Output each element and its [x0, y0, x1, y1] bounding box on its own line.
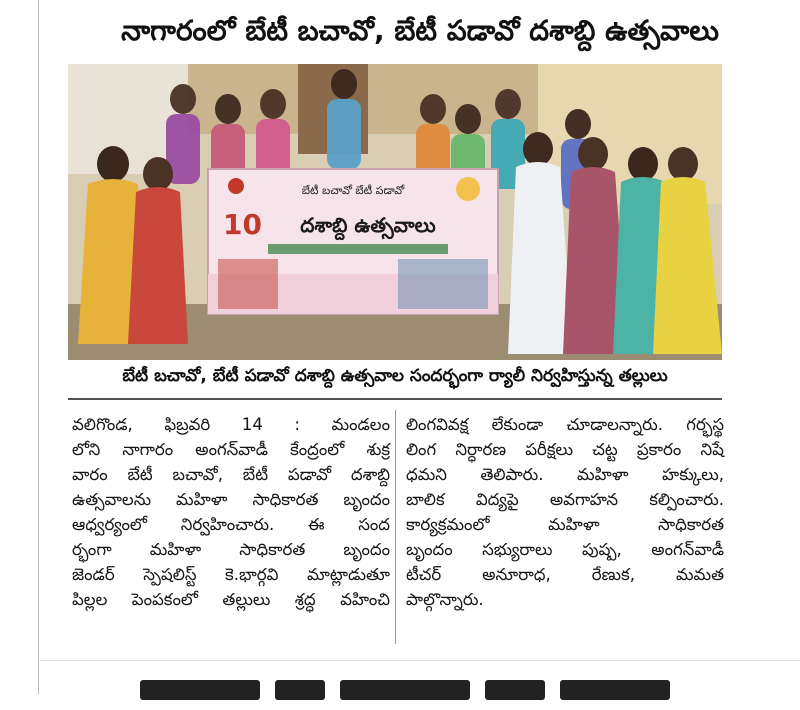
article-body-left — [72, 412, 390, 612]
banner-title: దశాబ్ది ఉత్సవాలు — [300, 213, 436, 237]
body-line: బృందం సభ్యురాలు పుష్ప, అంగన్‌వాడీ — [406, 540, 724, 559]
caption-divider — [68, 398, 722, 400]
body-line: ధమని తెలిపారు. మహిళా హక్కులు, — [406, 465, 724, 484]
body-line: టీచర్ అనూరాధ, రేణుక, మమత — [406, 565, 724, 584]
article-headline: నాగారంలో బేటీ బచావో, బేటీ పడావో దశాబ్ది ఉత్సవాలు — [121, 14, 719, 47]
column-divider — [395, 410, 396, 644]
body-line: వారం బేటీ బచావో, బేటీ పడావో దశాబ్ది — [72, 465, 390, 484]
body-line: ఆధ్వర్యంలో నిర్వహించారు. ఈ సంద — [72, 515, 390, 534]
body-line: లింగవివక్ష లేకుండా చూడాలన్నారు. గర్భస్థ — [406, 415, 724, 434]
next-article-headline-fragment — [140, 670, 700, 710]
body-line: పాల్గొన్నారు. — [406, 590, 484, 609]
body-line: కార్యక్రమంలో మహిళా సాధికారత — [406, 515, 724, 534]
article-body-right — [406, 412, 724, 612]
banner-tagline: బేటీ బచావో బేటీ పడావో — [301, 184, 405, 197]
body-line: లింగ నిర్ధారణ పరీక్షలు చట్ట ప్రకారం నిషే — [406, 440, 724, 459]
bottom-rule — [40, 660, 800, 661]
column-rule — [38, 0, 39, 694]
news-photo — [68, 64, 722, 360]
body-line: బాలిక విద్యపై అవగాహన కల్పించారు. — [406, 490, 724, 509]
banner-number: 10 — [223, 208, 262, 241]
body-line: ర్భంగా మహిళా సాధికారత బృందం — [72, 540, 390, 559]
body-line: పిల్లల పెంపకంలో తల్లులు శ్రద్ధ వహించి — [72, 590, 390, 609]
body-line: వలిగొండ, ఫిబ్రవరి 14 : మండలం — [72, 415, 390, 434]
body-line: జెండర్ స్పెషలిస్ట్ కె.భార్గవి మాట్లాడుతూ — [72, 565, 390, 584]
photo-caption: బేటీ బచావో, బేటీ పడావో దశాబ్ది ఉత్సవాల సందర్భంగా ర్యాలీ నిర్వహిస్తున్న తల్లులు — [122, 366, 668, 386]
body-line: ఉత్సవాలను మహిళా సాధికారత బృందం — [72, 490, 390, 509]
body-line: లోని నాగారం అంగన్‌వాడీ కేంద్రంలో శుక్ర — [72, 440, 390, 459]
